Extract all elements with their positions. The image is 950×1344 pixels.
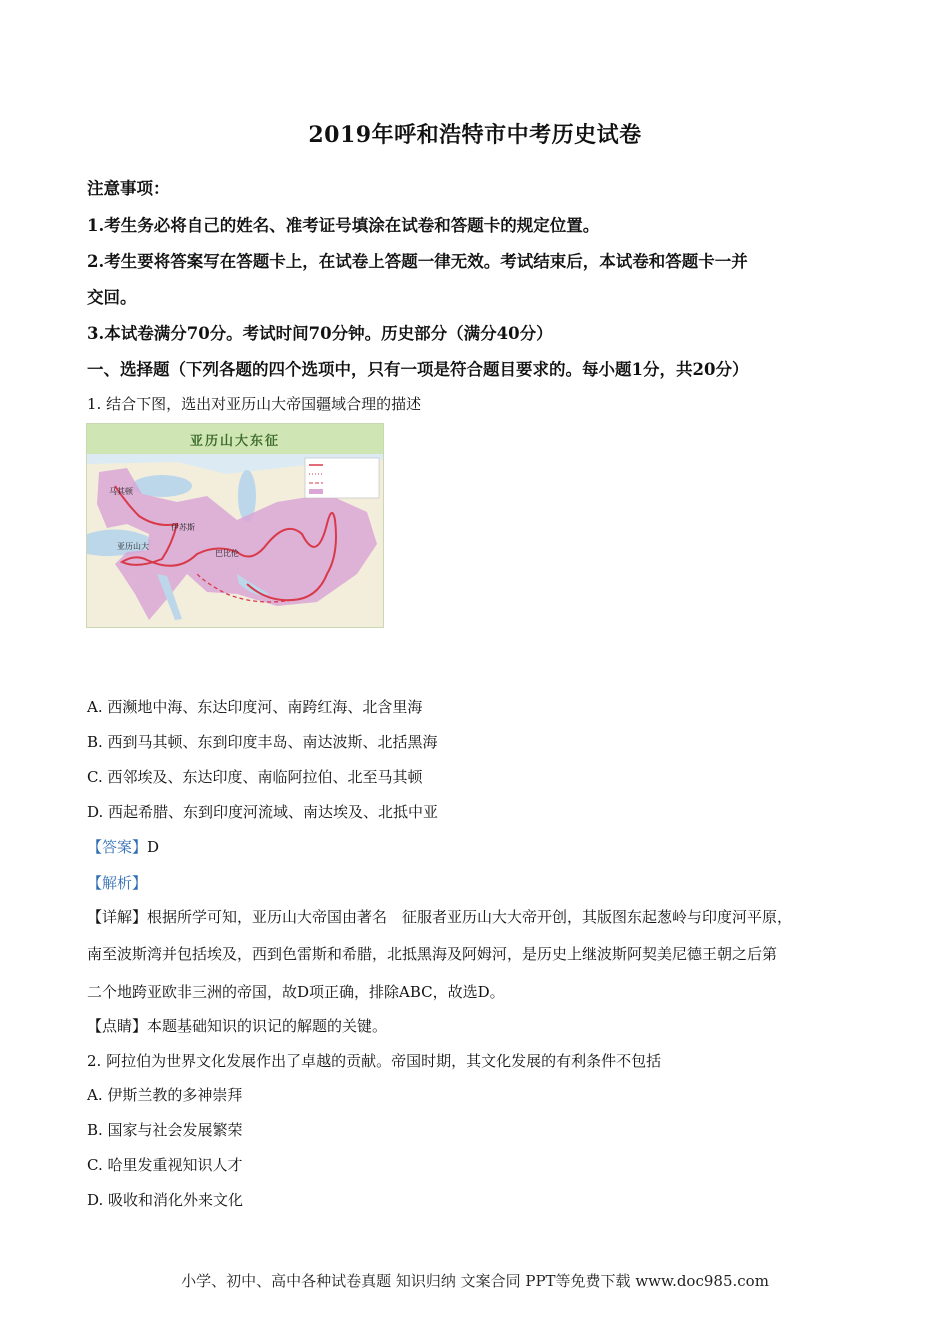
q2-option-a: A. 伊斯兰教的多神崇拜: [87, 1086, 243, 1104]
notice-item-1: 1.考生务必将自己的姓名、准考证号填涂在试卷和答题卡的规定位置。: [87, 216, 600, 235]
q1-detail-line-3: 二个地跨亚欧非三洲的帝国，故D项正确，排除ABC，故选D。: [87, 983, 505, 1001]
q1-point-line: [87, 1015, 387, 1036]
notice-item-2-cont: 交回。: [87, 288, 137, 307]
map-label-babylon: 巴比伦: [215, 549, 239, 558]
q1-detail-line-1: [87, 906, 792, 927]
notice-heading: 注意事项：: [87, 179, 170, 198]
q2-option-c: C. 哈里发重视知识人才: [87, 1156, 243, 1174]
map-graphic: [87, 424, 383, 627]
detail-tag: 【详解】: [87, 908, 148, 926]
question-2-stem: 2. 阿拉伯为世界文化发展作出了卓越的贡献。帝国时期，其文化发展的有利条件不包括: [87, 1052, 662, 1070]
page-footer: 小学、初中、高中各种试卷真题 知识归纳 文案合同 PPT等免费下载 www.doc985.com: [181, 1272, 769, 1290]
point-tag: 【点睛】: [87, 1017, 148, 1035]
point-text: 本题基础知识的识记的解题的关键。: [147, 1017, 388, 1035]
q2-option-b: B. 国家与社会发展繁荣: [87, 1121, 243, 1139]
notice-item-3: 3.本试卷满分70分。考试时间70分钟。历史部分（满分40分）: [87, 324, 553, 343]
q2-option-d: D. 吸收和消化外来文化: [87, 1191, 244, 1209]
exam-title: 2019年呼和浩特市中考历史试卷: [308, 122, 642, 148]
map-label-issus: 伊苏斯: [171, 523, 195, 532]
notice-item-2: 2.考生要将答案写在答题卡上，在试卷上答题一律无效。考试结束后，本试卷和答题卡一并: [87, 252, 748, 271]
question-1-stem: 1. 结合下图，选出对亚历山大帝国疆域合理的描述: [87, 395, 422, 413]
q1-option-a: A. 西濒地中海、东达印度河、南跨红海、北含里海: [87, 698, 423, 716]
section-heading: 一、选择题（下列各题的四个选项中，只有一项是符合题目要求的。每小题1分，共20分）: [87, 360, 749, 379]
map-label-alexandria: 亚历山大: [117, 542, 149, 551]
q1-answer-line: [87, 836, 159, 857]
map-label-macedon: 马其顿: [109, 487, 133, 496]
q1-option-c: C. 西邻埃及、东达印度、南临阿拉伯、北至马其顿: [87, 768, 423, 786]
answer-value: D: [147, 838, 160, 856]
alexander-map: [86, 423, 384, 628]
q1-option-b: B. 西到马其顿、东到印度丰岛、南达波斯、北括黑海: [87, 733, 438, 751]
map-title: 亚历山大东征: [189, 434, 280, 449]
answer-tag: 【答案】: [87, 838, 148, 856]
analysis-tag: 【解析】: [87, 874, 148, 892]
q1-detail-line-2: 南至波斯湾并包括埃及，西到色雷斯和希腊，北抵黑海及阿姆河，是历史上继波斯阿契美尼德王朝之后第: [87, 945, 778, 963]
q1-option-d: D. 西起希腊、东到印度河流域、南达埃及、北抵中亚: [87, 803, 439, 821]
detail-text-1: 根据所学可知，亚历山大帝国由著名 征服者亚历山大大帝开创，其版图东起葱岭与印度河平原，: [147, 908, 793, 926]
legend-swatch: [309, 489, 323, 494]
